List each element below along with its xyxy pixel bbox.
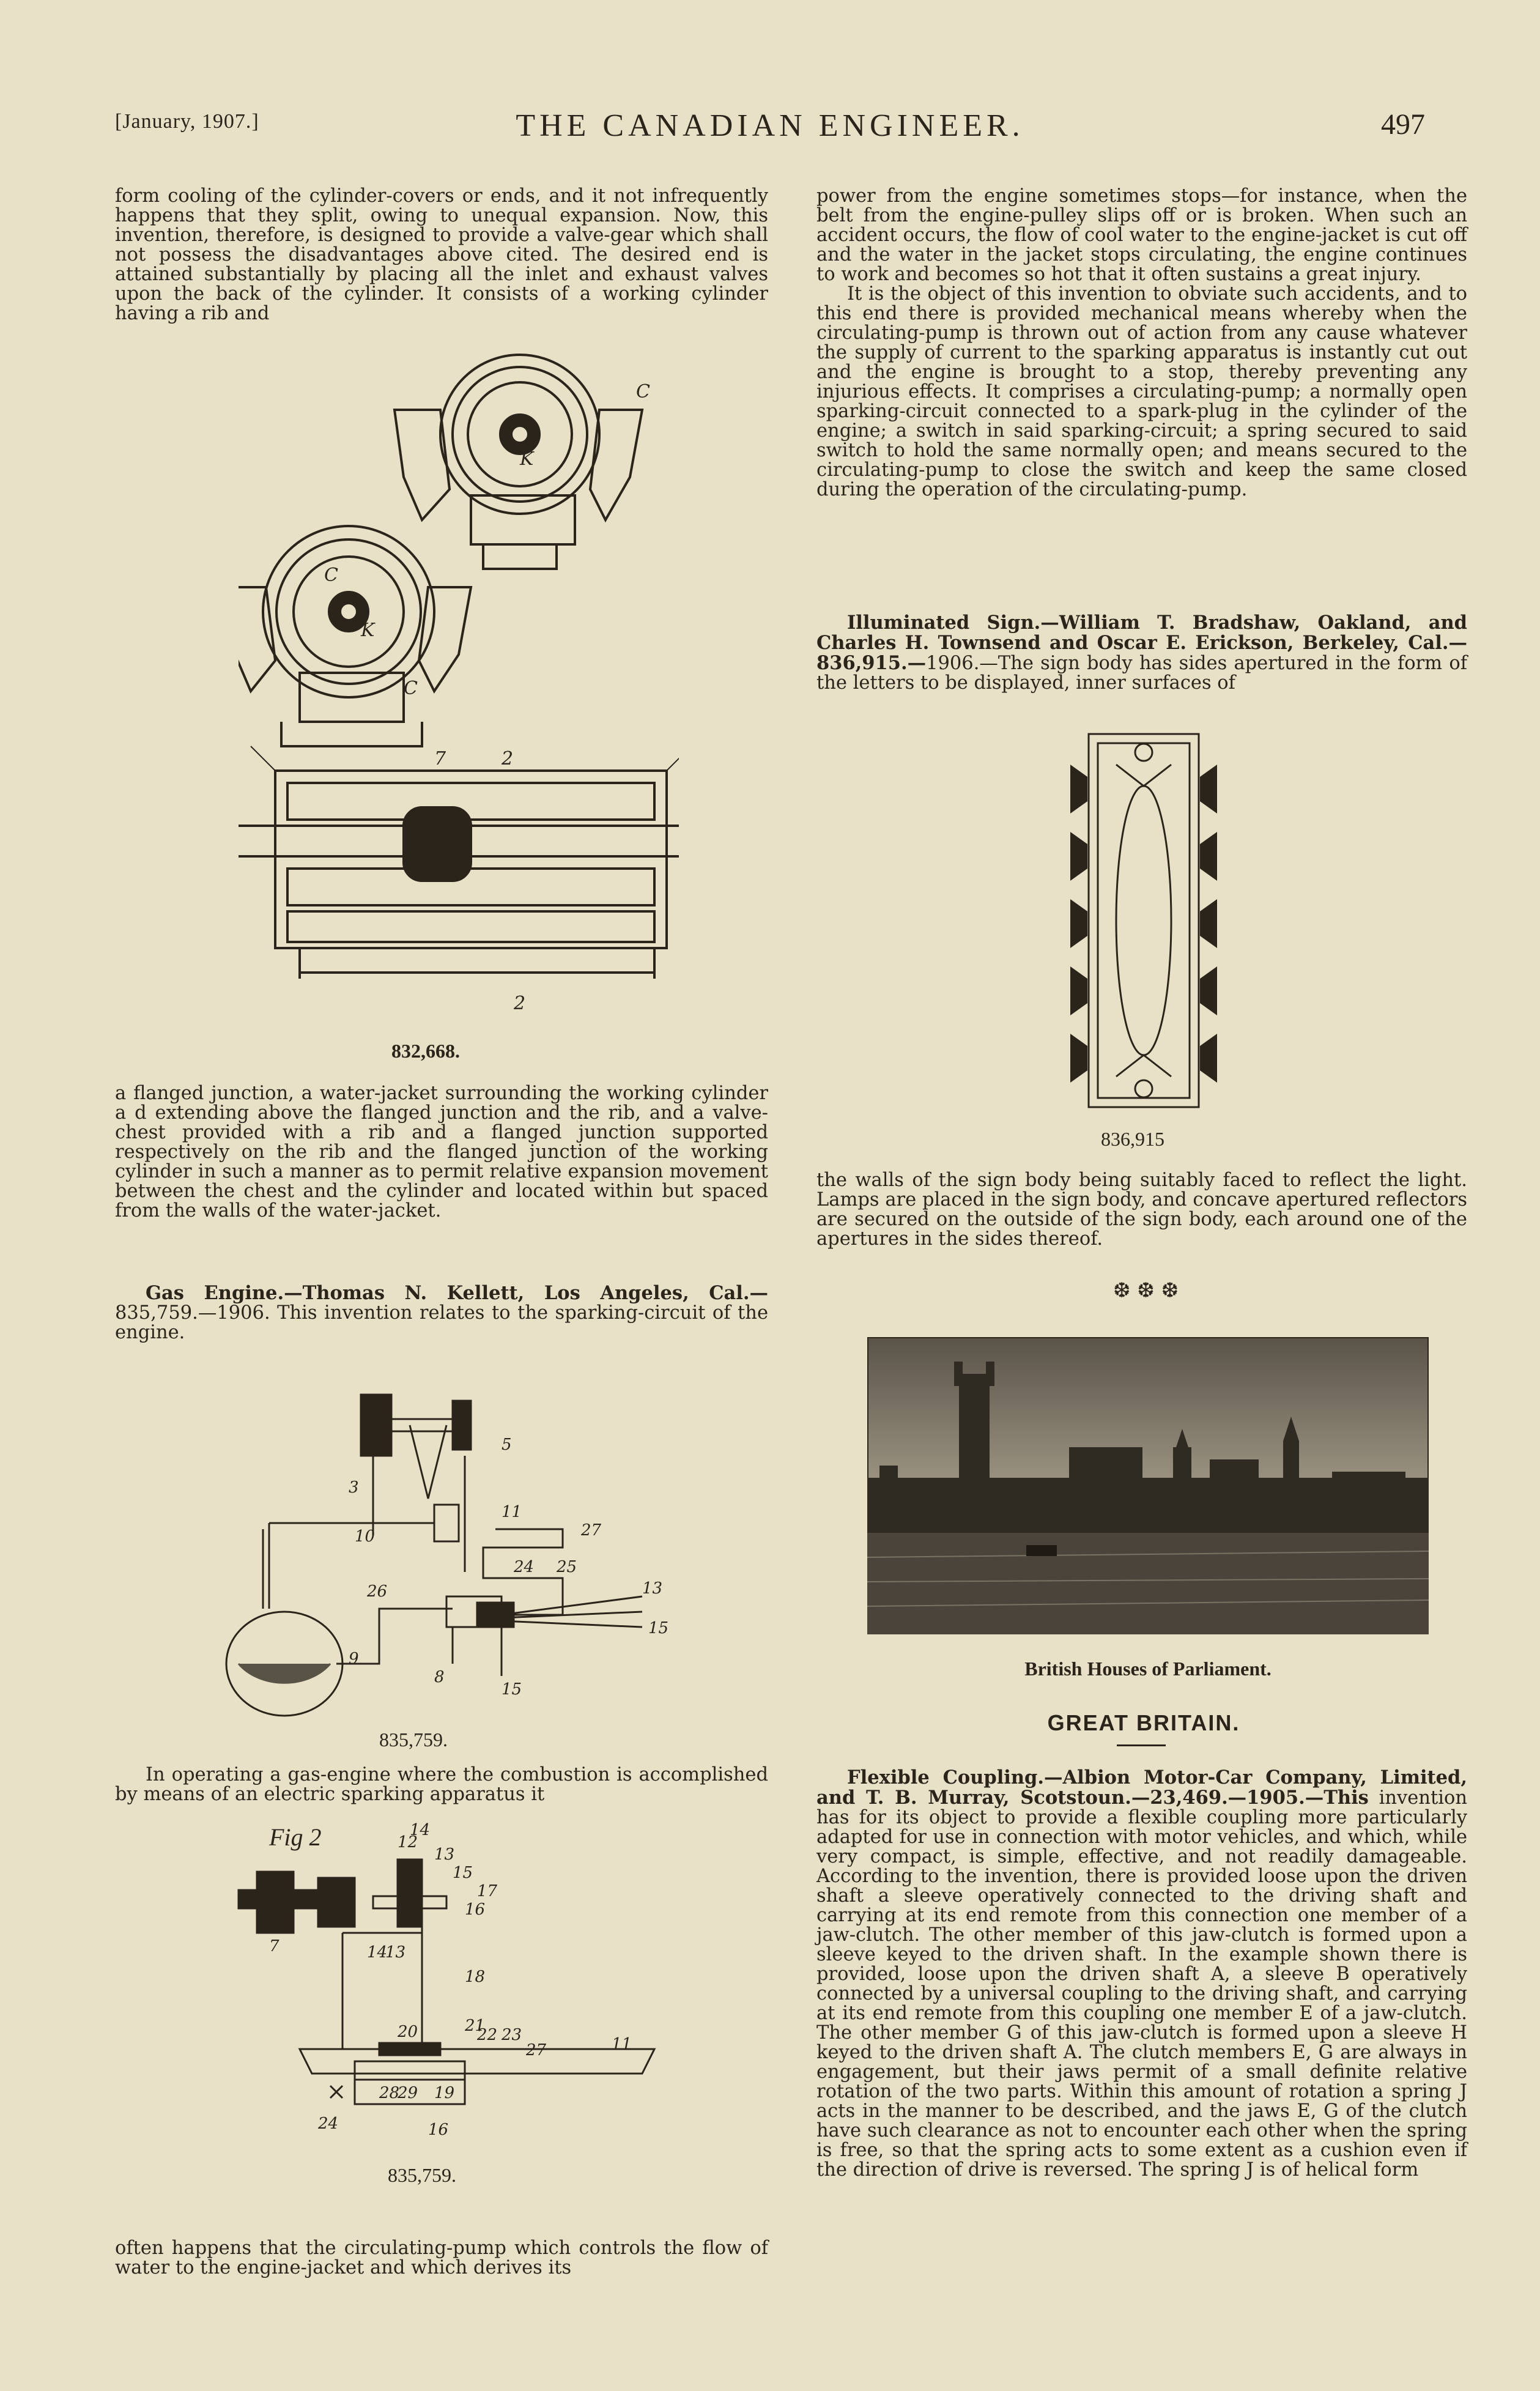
svg-text:26: 26: [367, 1582, 388, 1601]
svg-text:16: 16: [428, 2121, 449, 2139]
svg-text:18: 18: [465, 1968, 486, 1986]
figure-label: Fig 2: [269, 1823, 322, 1851]
parliament-photo: [867, 1337, 1429, 1634]
svg-text:C: C: [404, 678, 418, 699]
right-paragraph-1: power from the engine sometimes stops—for instance, when the belt from the engine-pulley slips off or is broken. When such an accident occurs, the flow of cool water to the engine-jacket is cut off and the water in the jacket stops circulating, the engine continues to work and becomes so hot that it often sustains a great injury. It is the object of this invention to obviate such accidents, and to this end there is provided mechanical means whereby when the circulating-pump is thrown out of action from any cause whatever the supply of current to the sparking apparatus is instantly cut out and the engine is brought to a stop, thereby preventing any injurious effects. It comprises a circulating-pump; a normally open sparking-circuit connected to a spark-plug in the cylinder of the engine; a switch in said sparking-circuit; a spring secured to said switch to hold the same normally open; and means secured to the circulating-pump to close the switch and keep the same closed during the operation of the circulating-pump.: [816, 185, 1467, 500]
heading-rule: [1117, 1744, 1166, 1746]
left-paragraph-1: form cooling of the cylinder-covers or ends, and it not infrequently happens that they split, owing to unequal expansion. Now, this invention, therefore, is designed to provide a valve-gear which shall not possess the disadvantages above cited. The desired end is attained substantially by placing all the inlet and exhaust valves upon the back of the cylinder. It consists of a working cylinder having a rib and: [115, 185, 768, 324]
figure-number: 835,759.: [388, 2164, 456, 2186]
flexible-coupling-entry: Flexible Coupling.—Albion Motor-Car Company, Limited, and T. B. Murray, Scotstoun.—23,469.—1905.—This invention has for its object to provide a flexible coupling more particularly adapted for use in connection with motor vehicles, and which, while very compact, is simple, effective, and not readily damageable. According to the invention, there is provided loose upon the driven shaft a sleeve operatively connected to the driving shaft and carrying at its end remote from this connection one member of a jaw-clutch. The other member of this jaw-clutch is formed upon a sleeve keyed to the driven shaft. In the example shown there is provided, loose upon the driven shaft A, a sleeve B operatively connected by a universal coupling to the driving shaft, and carrying at its end remote from this coupling one member E of a jaw-clutch. The other member G of this jaw-clutch is formed upon a sleeve H keyed to the driven shaft A. The clutch members E, G are always in engagement, but their jaws permit of a small definite relative rotation of the two parts. Within this amount of rotation a spring J acts in the manner to be described, and the jaws E, G of the clutch have such clearance as not to encounter each other when the spring is free, so that the spring acts to some extent as a cushion even if the direction of drive is reversed. The spring J is of helical form: [816, 1766, 1467, 2181]
svg-text:7: 7: [434, 748, 446, 769]
gas-engine-body: 835,759.—1906. This invention relates to the sparking-circuit of the engine.: [115, 1302, 768, 1343]
svg-text:15: 15: [502, 1680, 522, 1699]
svg-text:K: K: [361, 620, 375, 641]
svg-text:11: 11: [612, 2035, 632, 2053]
svg-text:24: 24: [514, 1558, 535, 1576]
svg-text:20: 20: [398, 2023, 418, 2041]
svg-text:10: 10: [355, 1527, 376, 1546]
svg-text:8: 8: [434, 1668, 445, 1686]
svg-text:14: 14: [410, 1821, 431, 1839]
right-paragraph-3: the walls of the sign body being suitably faced to reflect the light. Lamps are placed in the sign body, and concave apertured reflectors are secured on the outside of the sign body, each around one of the apertures in the sides thereof.: [816, 1170, 1467, 1250]
svg-text:23: 23: [502, 2026, 522, 2044]
svg-text:24: 24: [318, 2115, 339, 2133]
sparking-circuit-figure: [214, 1376, 679, 1725]
svg-text:5: 5: [502, 1436, 512, 1454]
coupling-title: Flexible Coupling.—Albion Motor-Car Company, Limited, and T. B. Murray, Scotstoun.—23,469.—1905.—: [816, 1766, 1467, 1809]
svg-text:13: 13: [642, 1579, 663, 1598]
left-paragraph-3: In operating a gas-engine where the combustion is accomplished by means of an electric sparking apparatus it: [115, 1764, 768, 1805]
svg-text:2: 2: [514, 993, 526, 1014]
cylinder-patent-figure: [239, 343, 679, 1028]
coupling-body: invention has for its object to provide a flexible coupling more particularly adapted for use in connection with motor vehicles, and which, while very compact, is simple, effective, and not readily damageable. According to the invention, there is provided loose upon the driven shaft a sleeve operatively connected to the driving shaft and carrying at its end remote from this connection one member of a jaw-clutch. The other member of this jaw-clutch is formed upon a sleeve keyed to the driven shaft. In the example shown there is provided, loose upon the driven shaft A, a sleeve B operatively connected by a universal coupling to the driving shaft, and carrying at its end remote from this coupling one member E of a jaw-clutch. The other member G of this jaw-clutch is formed upon a sleeve H keyed to the driven shaft A. The clutch members E, G are always in engagement, but their jaws permit of a small definite relative rotation of the two parts. Within this amount of rotation a spring J acts in the manner to be described, and the jaws E, G of the clutch have such clearance as not to encounter each other when the spring is free, so that the spring acts to some extent as a cushion even if the direction of drive is reversed. The spring J is of helical form: [816, 1787, 1467, 2181]
svg-text:21: 21: [465, 2017, 486, 2035]
section-divider: ❆ ❆ ❆: [1113, 1278, 1179, 1303]
svg-text:K: K: [520, 448, 534, 470]
svg-text:15: 15: [453, 1864, 473, 1882]
svg-text:22: 22: [477, 2026, 498, 2044]
figure-number: 835,759.: [379, 1729, 448, 1751]
svg-text:C: C: [636, 381, 650, 402]
gas-engine-entry: [115, 1283, 768, 1343]
svg-text:12: 12: [398, 1833, 418, 1852]
figure-number: 832,668.: [391, 1040, 460, 1062]
figure-number: 836,915: [1101, 1128, 1164, 1150]
svg-text:28: 28: [379, 2084, 400, 2102]
svg-text:27: 27: [581, 1521, 602, 1540]
left-paragraph-4: often happens that the circulating-pump which controls the flow of water to the engine-jacket and which derives its: [115, 2237, 768, 2278]
photo-caption: British Houses of Parliament.: [1024, 1658, 1272, 1680]
illuminated-sign-entry: [816, 613, 1467, 693]
svg-text:25: 25: [557, 1558, 577, 1576]
svg-text:3: 3: [349, 1478, 359, 1497]
page-number: 497: [1381, 108, 1425, 141]
left-paragraph-2: a flanged junction, a water-jacket surrounding the working cylinder a d extending above the flanged junction and the rib, and a valve-chest provided with a rib and a flanged junction supported respectively on the rib and the flanged junction of the working cylinder in such a manner as to permit relative expansion movement between the chest and the cylinder and located within but spaced from the walls of the water-jacket.: [115, 1083, 768, 1221]
svg-text:15: 15: [648, 1619, 669, 1637]
svg-text:13: 13: [385, 1943, 406, 1962]
svg-text:9: 9: [349, 1650, 359, 1668]
svg-text:7: 7: [269, 1937, 279, 1955]
svg-text:14: 14: [367, 1943, 388, 1962]
engine-switch-figure: [232, 1811, 673, 2178]
svg-text:17: 17: [477, 1882, 498, 1900]
svg-text:C: C: [324, 565, 338, 586]
svg-text:13: 13: [434, 1845, 455, 1864]
illuminated-sign-figure: [1064, 728, 1223, 1119]
gas-engine-title: Gas Engine.—Thomas N. Kellett, Los Angeles, Cal.—: [146, 1282, 768, 1304]
svg-text:2: 2: [502, 748, 514, 769]
svg-text:27: 27: [526, 2041, 547, 2059]
journal-title: THE CANADIAN ENGINEER.: [516, 108, 1024, 143]
svg-text:16: 16: [465, 1900, 486, 1919]
svg-text:19: 19: [434, 2084, 455, 2102]
section-heading: GREAT BRITAIN.: [1047, 1710, 1240, 1735]
svg-text:11: 11: [502, 1503, 522, 1521]
sign-title: Illuminated Sign.—William T. Bradshaw, Oakland, and Charles H. Townsend and Oscar E. Erickson, Berkeley, Cal.—836,915.—: [816, 612, 1467, 674]
svg-text:29: 29: [398, 2084, 418, 2102]
issue-date: [January, 1907.]: [115, 110, 259, 133]
sign-body: 1906.—The sign body has sides apertured in the form of the letters to be displayed, inner surfaces of: [816, 653, 1467, 694]
